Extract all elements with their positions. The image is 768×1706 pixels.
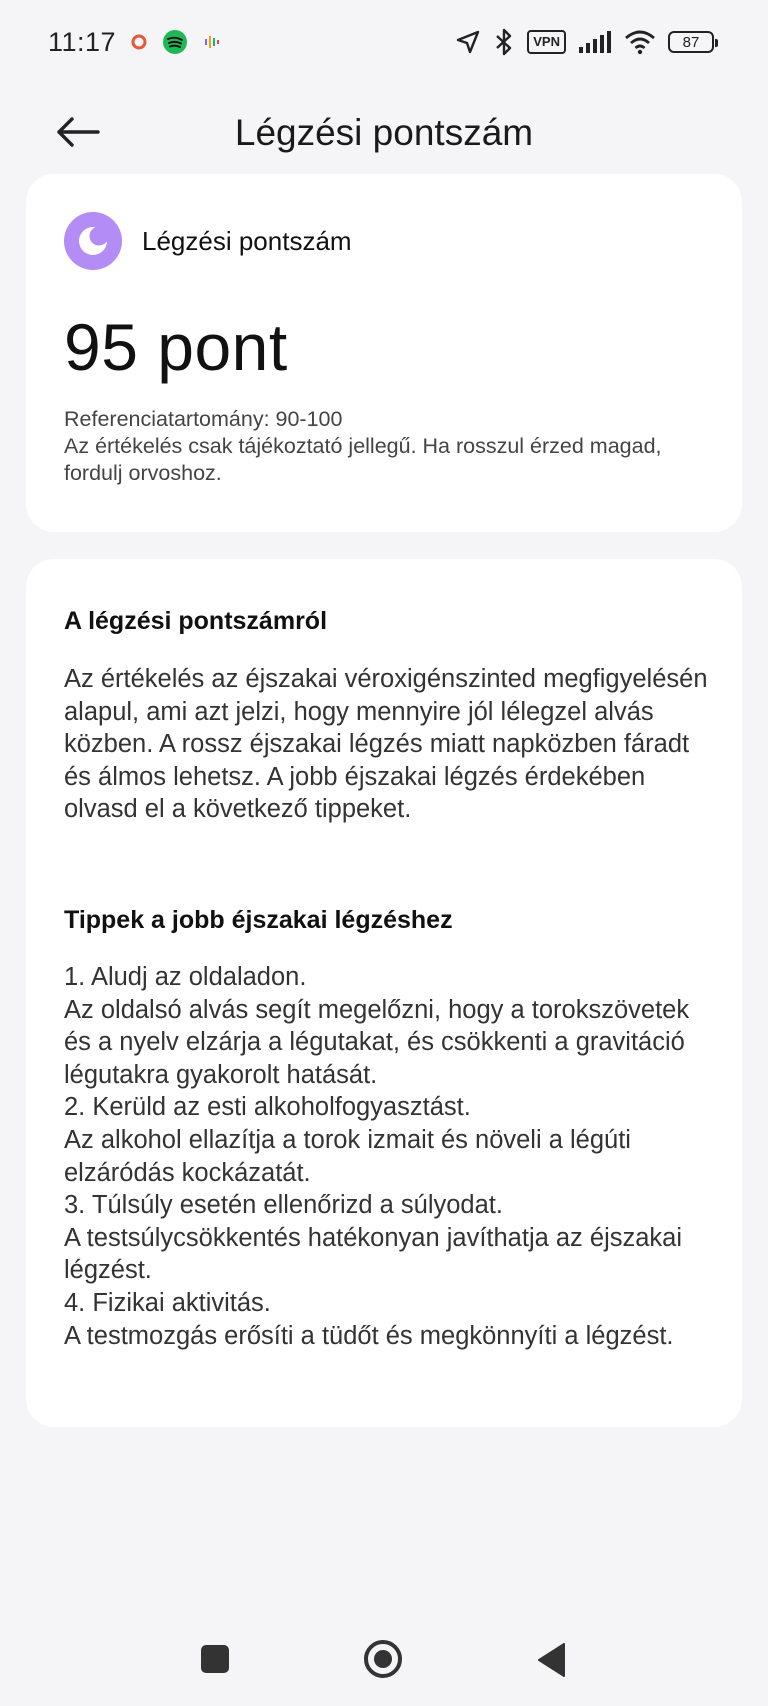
status-left xyxy=(48,27,220,58)
reference-info xyxy=(64,406,704,487)
vpn-icon: VPN xyxy=(527,30,566,54)
back-triangle-icon xyxy=(536,1642,568,1678)
score-card-header xyxy=(64,212,352,270)
bluetooth-icon xyxy=(493,28,515,56)
home-button[interactable] xyxy=(362,1638,404,1685)
recents-button[interactable] xyxy=(198,1642,232,1681)
score-card-label: Légzési pontszám xyxy=(142,225,352,256)
recents-square-icon xyxy=(198,1642,232,1676)
score-card xyxy=(26,174,742,532)
about-title: A légzési pontszámról xyxy=(64,607,328,635)
tips-title: Tippek a jobb éjszakai légzéshez xyxy=(64,906,453,934)
clock: 11:17 xyxy=(48,26,117,57)
about-text: Az értékelés az éjszakai véroxigénszinted megfigyelésén alapul, ami azt jelzi, hogy mennyire jól lélegzel alvás közben. A rossz éjszakai légzés miatt napközben fáradt és álmos lehetsz. A jobb éjszakai légzés érdekében olvasd el a következő tippeket. xyxy=(64,665,708,824)
status-bar xyxy=(0,0,768,84)
page-title: Légzési pontszám xyxy=(234,112,534,153)
status-right xyxy=(455,28,714,56)
battery-icon: 87 xyxy=(668,31,714,53)
reference-range: Referenciatartomány: 90-100 xyxy=(64,407,343,431)
notification-dot-icon xyxy=(130,33,148,51)
info-card xyxy=(26,559,742,1427)
disclaimer-text: Az értékelés csak tájékoztató jellegű. Ha rosszul érzed magad, fordulj orvoshoz. xyxy=(64,434,662,485)
nav-back-button[interactable] xyxy=(536,1642,568,1683)
home-circle-icon xyxy=(362,1638,404,1680)
moon-icon xyxy=(64,212,122,270)
system-nav-bar xyxy=(0,1620,768,1706)
score-value: 95 pont xyxy=(64,310,288,384)
location-icon xyxy=(455,29,481,55)
tips-text: 1. Aludj az oldaladon. Az oldalsó alvás segít megelőzni, hogy a torokszövetek és a nyelv elzárja a légutakat, és csökkenti a gravitáció légutakra gyakorolt hatását. 2. Kerüld az esti alkoholfogyasztást. Az alkohol ellazítja a torok izmait és növeli a légúti elzáródás kockázatát. 3. Túlsúly esetén ellenőrizd a súlyodat. A testsúlycsökkentés hatékonyan javíthatja az éjszakai légzést. 4. Fizikai aktivitás. A testmozgás erősíti a tüdőt és megkönnyíti a légzést. xyxy=(64,963,690,1350)
podcast-icon xyxy=(202,33,220,51)
signal-icon xyxy=(578,30,612,54)
spotify-icon xyxy=(162,29,188,55)
wifi-icon xyxy=(624,29,656,55)
